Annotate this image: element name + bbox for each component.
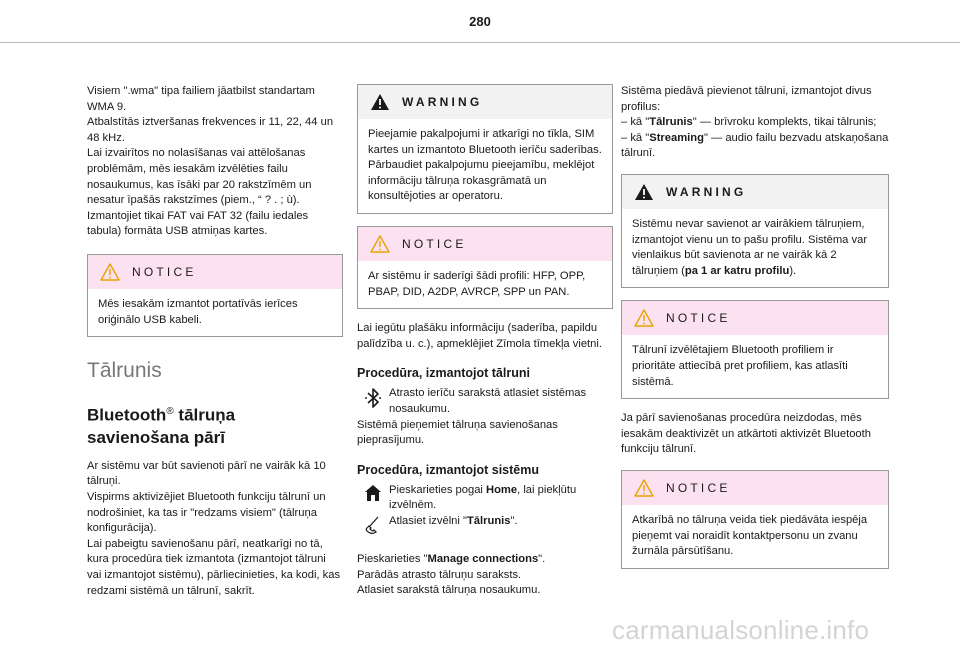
bluetooth-heading-b: tālruņa bbox=[173, 405, 236, 425]
notice-triangle-icon bbox=[100, 263, 120, 281]
warning-triangle-icon bbox=[634, 183, 654, 201]
filename-text: Lai izvairītos no nolasīšanas vai attēlošanas problēmām, mēs iesakām izvēlēties failu nosaukumus, kas īsāki par 20 rakstzīmēm un nesatur īpašās rakstzīmes (piem., “ ? . ; ù). bbox=[87, 147, 312, 207]
procedure-phone-text: Atrasto ierīču sarakstā atlasiet sistēmas nosaukumu. bbox=[389, 387, 587, 415]
warning-box-profiles bbox=[621, 174, 889, 288]
column-3 bbox=[621, 84, 889, 569]
notice-label: NOTICE bbox=[666, 480, 731, 495]
procedure-system-heading: Procedūra, izmantojot sistēmu bbox=[357, 462, 539, 477]
max-phones-text: Ar sistēmu var būt savienoti pārī ne vairāk kā 10 tālruņi. bbox=[87, 459, 326, 488]
li1-a: – kā " bbox=[621, 116, 650, 129]
warning-header bbox=[358, 85, 612, 119]
notice-box-usb bbox=[87, 254, 343, 337]
home-step-b: Home bbox=[486, 483, 518, 496]
fat-text: Izmantojiet tikai FAT vai FAT 32 (failu iedales tabula) formāta USB atmiņas kartes. bbox=[87, 209, 309, 238]
pairing-fail-text: Ja pārī savienošanas procedūra neizdodas, mēs iesakām deaktivizēt un atkārtoti aktivizēt Bluetooth funkciju tālrunī. bbox=[621, 412, 871, 456]
more-info-text: Lai iegūtu plašāku informāciju (saderība, papildu palīdzība u. c.), apmeklējiet Zīmola tīmekļa vietni. bbox=[357, 322, 602, 350]
warning-text-b: pa 1 ar katru profilu bbox=[684, 264, 790, 277]
notice-label: NOTICE bbox=[402, 236, 467, 251]
select-phone-text: Atlasiet sarakstā tālruņa nosaukumu. bbox=[357, 584, 541, 597]
manage-a: Pieskarieties " bbox=[357, 552, 428, 565]
phone-handset-icon bbox=[357, 514, 389, 542]
bluetooth-icon bbox=[357, 386, 389, 414]
registered-mark: ® bbox=[166, 406, 174, 418]
phone-step-b: Tālrunis bbox=[466, 514, 511, 527]
manage-b: Manage connections bbox=[427, 552, 539, 565]
notice-triangle-icon bbox=[370, 235, 390, 253]
phone-step-a: Atlasiet izvēlni " bbox=[389, 514, 467, 527]
profiles-intro-text: Sistēma piedāvā pievienot tālruni, izmantojot divus profilus: bbox=[621, 85, 872, 113]
procedure-phone-heading: Procedūra, izmantojot tālruni bbox=[357, 366, 530, 381]
bluetooth-heading-a: Bluetooth bbox=[87, 405, 167, 425]
procedure-system-step-phone bbox=[357, 514, 613, 542]
notice-label: NOTICE bbox=[666, 311, 731, 326]
notice-header bbox=[358, 227, 612, 261]
warning-text-c: ). bbox=[789, 264, 797, 277]
notice-header bbox=[622, 301, 888, 335]
accept-request-text: Sistēmā pieņemiet tālruņa savienošanas pieprasījumu. bbox=[357, 418, 558, 447]
notice-label: NOTICE bbox=[132, 264, 197, 279]
warning-header bbox=[622, 175, 888, 209]
home-step-c: , lai piekļūtu izvēlnēm. bbox=[389, 483, 577, 512]
warning-triangle-icon bbox=[370, 93, 390, 111]
list-appears-text: Parādās atrasto tālruņu saraksts. bbox=[357, 568, 522, 581]
profile-item-phone bbox=[621, 115, 889, 131]
li1-b: Tālrunis bbox=[649, 116, 693, 129]
notice-text: Tālrunī izvēlētajiem Bluetooth profiliem ir prioritāte attiecībā pret profiliem, kas atlasīti sistēmā. bbox=[632, 344, 848, 388]
warning-text bbox=[622, 209, 888, 287]
notice-text: Mēs iesakām izmantot portatīvās ierīces oriģinālo USB kabeli. bbox=[98, 297, 298, 326]
notice-box-profiles bbox=[357, 226, 613, 309]
notice-box-priority bbox=[621, 300, 889, 399]
bluetooth-pairing-heading bbox=[87, 401, 343, 449]
notice-header bbox=[88, 255, 342, 289]
li1-c: " — brīvroku komplekts, tikai tālrunis; bbox=[692, 116, 877, 129]
warning-text-a: Sistēmu nevar savienot ar vairākiem tālruņiem, izmantojot vienu un to pašu profilu. Sistēma var vienlaikus būt savienota ar ne vairāk kā 2 tālruņiem ( bbox=[632, 217, 868, 277]
profile-item-streaming bbox=[621, 131, 889, 162]
warning-text: Pieejamie pakalpojumi ir atkarīgi no tīkla, SIM kartes un izmantoto Bluetooth ierīču saderības. Pārbaudiet pakalpojumu pieejamību, meklējot informāciju tālruņa rokasgrāmatā un konsultējoties ar operatoru. bbox=[368, 128, 602, 203]
notice-triangle-icon bbox=[634, 309, 654, 327]
section-title: Tālrunis bbox=[87, 359, 162, 383]
warning-box-services bbox=[357, 84, 613, 214]
phone-step-c: ". bbox=[510, 514, 518, 527]
li2-b: Streaming bbox=[649, 131, 704, 144]
phone-step-text bbox=[389, 514, 518, 530]
manage-connections-text bbox=[357, 552, 613, 568]
home-step-a: Pieskarieties pogai bbox=[389, 483, 487, 496]
activate-bt-text: Vispirms aktivizējiet Bluetooth funkciju tālrunī un nodrošiniet, ka tas ir "redzams visiem" (tālruņa konfigurācija). bbox=[87, 490, 326, 535]
header-rule bbox=[0, 42, 960, 43]
notice-triangle-icon bbox=[634, 479, 654, 497]
codes-match-text: Lai pabeigtu savienošanu pārī, neatkarīgi no tā, kura procedūra tiek izmantota (izmantojot tālruni vai izmantojot sistēmu), pārliecinieties, ka kodi, kas redzami sistēmā un tālrunī, sakrīt. bbox=[87, 537, 341, 597]
wma-text: Visiem ".wma" tipa failiem jāatbilst standartam WMA 9. bbox=[87, 85, 315, 113]
home-step-text bbox=[389, 483, 613, 514]
li2-a: – kā " bbox=[621, 131, 650, 144]
li2-c: " — audio failu bezvadu atskaņošana tālrunī. bbox=[621, 131, 889, 160]
frequency-text: Atbalstītās iztveršanas frekvences ir 11, 22, 44 un 48 kHz. bbox=[87, 116, 334, 144]
home-icon bbox=[357, 483, 389, 511]
watermark: carmanualsonline.info bbox=[612, 615, 870, 645]
warning-label: WARNING bbox=[402, 95, 483, 109]
notice-box-transfer bbox=[621, 470, 889, 569]
page-number: 280 bbox=[469, 14, 491, 29]
column-2 bbox=[357, 84, 613, 599]
notice-header bbox=[622, 471, 888, 505]
procedure-phone-step bbox=[357, 386, 613, 417]
column-1 bbox=[87, 84, 343, 599]
notice-text: Atkarībā no tālruņa veida tiek piedāvāta iespēja pieņemt vai noraidīt kontaktpersonu un zvanu žurnāla pārsūtīšanu. bbox=[632, 513, 868, 558]
warning-label: WARNING bbox=[666, 184, 747, 199]
notice-text: Ar sistēmu ir saderīgi šādi profili: HFP, OPP, PBAP, DID, A2DP, AVRCP, SPP un PAN. bbox=[368, 269, 586, 298]
bluetooth-heading-c: savienošana pārī bbox=[87, 427, 225, 447]
procedure-system-step-home bbox=[357, 483, 613, 514]
manage-c: ". bbox=[538, 552, 546, 565]
